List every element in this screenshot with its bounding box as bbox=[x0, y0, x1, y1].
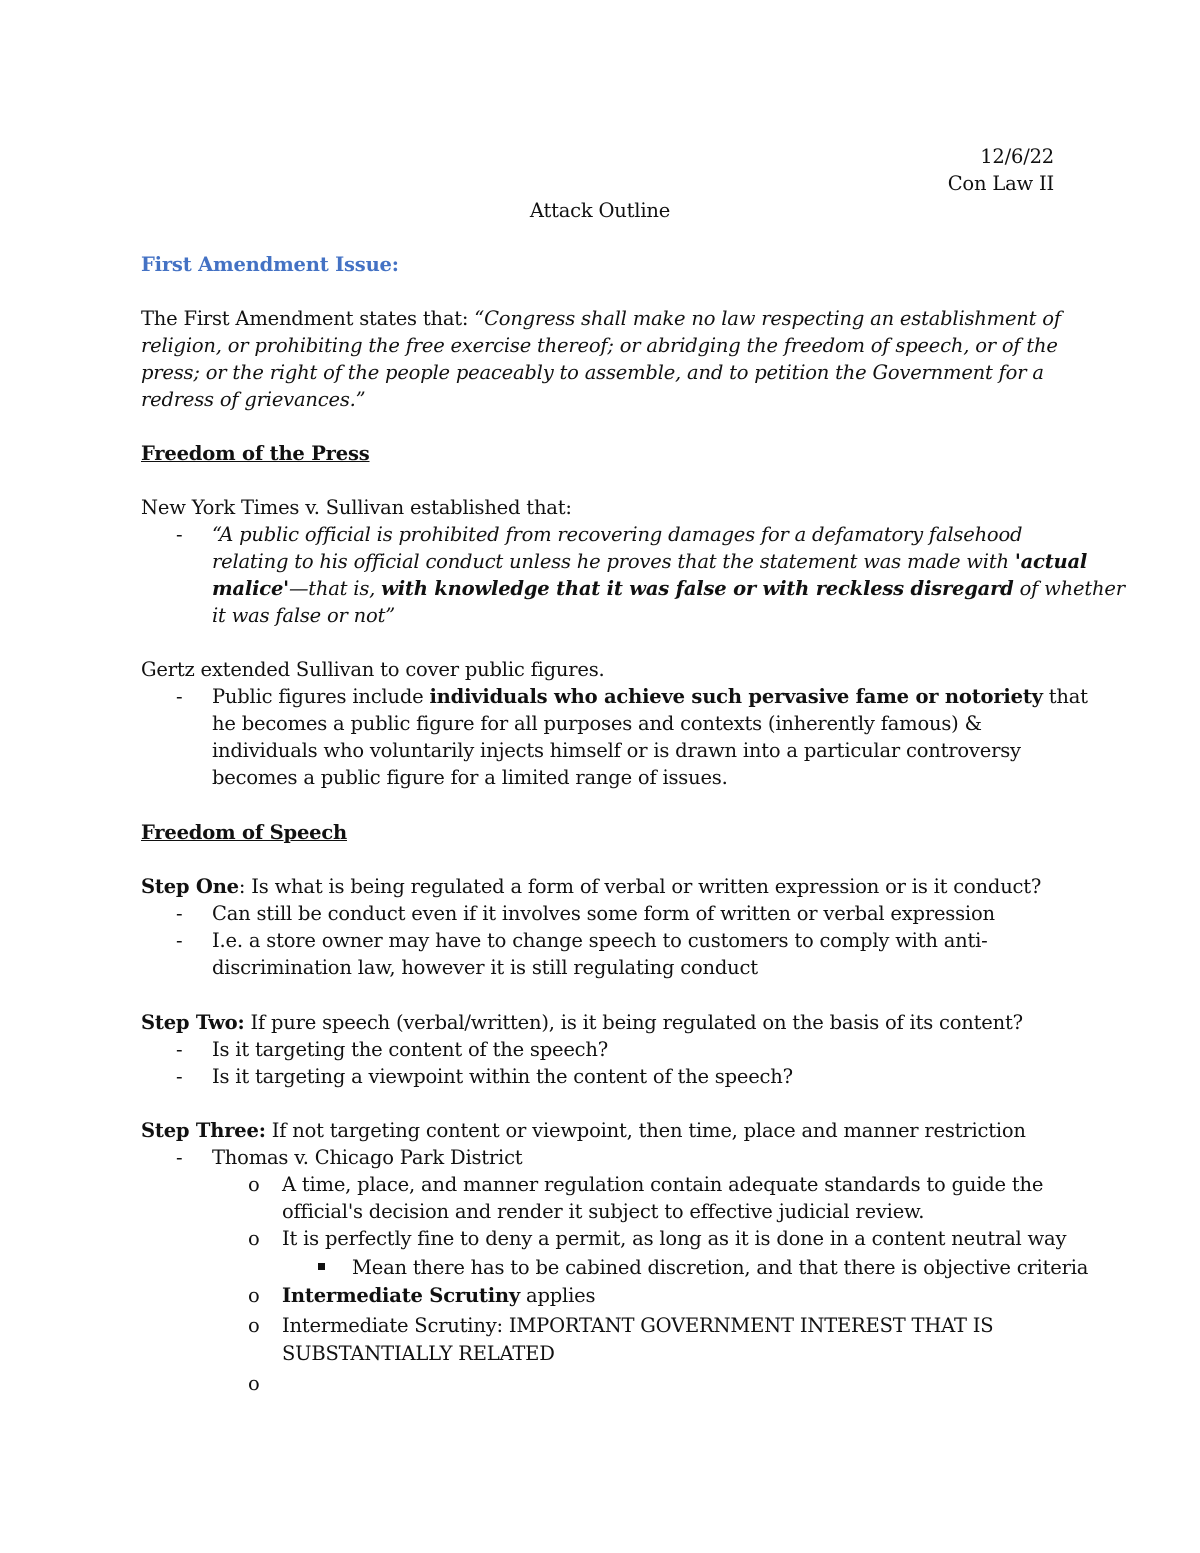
circle-bullet: o bbox=[248, 1314, 260, 1337]
dash-bullet: - bbox=[176, 1038, 183, 1061]
step-two-bullet-1: Is it targeting the content of the speech? bbox=[212, 1038, 609, 1061]
nyt-quote-3 bbox=[212, 575, 1125, 602]
nyt-quote-3b: —that is, bbox=[288, 577, 382, 600]
step-three-label: Step Three: bbox=[141, 1119, 266, 1142]
gertz-line-4: becomes a public figure for a limited range of issues. bbox=[212, 766, 728, 789]
first-amendment-intro: The First Amendment states that: bbox=[141, 307, 475, 330]
quote-line-1: “Congress shall make no law respecting an establishment of bbox=[474, 307, 1061, 330]
step-one-bullet-1: Can still be conduct even if it involves some form of written or verbal expression bbox=[212, 902, 995, 925]
step-two-bullet-2: Is it targeting a viewpoint within the content of the speech? bbox=[212, 1065, 793, 1088]
nyt-quote-3c: with knowledge that it was false or with reckless disregard bbox=[381, 577, 1014, 600]
dash-bullet: - bbox=[176, 1146, 183, 1169]
press-heading: Freedom of the Press bbox=[141, 442, 370, 465]
page-title: Attack Outline bbox=[529, 199, 671, 222]
step-one-bullet-2a: I.e. a store owner may have to change speech to customers to comply with anti- bbox=[212, 929, 988, 952]
square-bullet-icon bbox=[318, 1263, 325, 1270]
quote-line-2: religion, or prohibiting the free exercise thereof; or abridging the freedom of speech, or of the bbox=[141, 334, 1058, 357]
sub-bullet-2: It is perfectly fine to deny a permit, as long as it is done in a content neutral way bbox=[282, 1227, 1067, 1250]
sub-bullet-3-text: applies bbox=[520, 1284, 596, 1307]
sub-bullet-4b: SUBSTANTIALLY RELATED bbox=[282, 1342, 555, 1365]
step-two bbox=[141, 1009, 1023, 1036]
step-two-label: Step Two: bbox=[141, 1011, 245, 1034]
gertz-1b: individuals who achieve such pervasive fame or notoriety bbox=[429, 685, 1043, 708]
sub-bullet-1a: A time, place, and manner regulation contain adequate standards to guide the bbox=[282, 1173, 1044, 1196]
gertz-1a: Public figures include bbox=[212, 685, 430, 708]
circle-bullet: o bbox=[248, 1227, 260, 1250]
circle-bullet: o bbox=[248, 1173, 260, 1196]
dash-bullet: - bbox=[176, 685, 183, 708]
dash-bullet: - bbox=[176, 902, 183, 925]
circle-bullet: o bbox=[248, 1284, 260, 1307]
sub-bullet-4a: Intermediate Scrutiny: IMPORTANT GOVERNMENT INTEREST THAT IS bbox=[282, 1314, 994, 1337]
nyt-quote-2a: relating to his official conduct unless he proves that the statement was made with bbox=[212, 550, 1015, 573]
first-amendment-intro-line bbox=[141, 305, 1061, 332]
step-two-text: If pure speech (verbal/written), is it being regulated on the basis of its content? bbox=[244, 1011, 1023, 1034]
gertz-1c: that bbox=[1042, 685, 1088, 708]
nyt-quote-4: it was false or not” bbox=[212, 604, 395, 627]
step-one-label: Step One bbox=[141, 875, 239, 898]
quote-line-3: press; or the right of the people peaceably to assemble, and to petition the Government for a bbox=[141, 361, 1044, 384]
nyt-quote-3d: of whether bbox=[1013, 577, 1125, 600]
quote-line-4: redress of grievances.” bbox=[141, 388, 366, 411]
nyt-intro: New York Times v. Sullivan established that: bbox=[141, 496, 572, 519]
header-date: 12/6/22 bbox=[980, 145, 1054, 168]
nyt-quote-1: “A public official is prohibited from recovering damages for a defamatory falsehood bbox=[212, 523, 1023, 546]
step-three-text: If not targeting content or viewpoint, then time, place and manner restriction bbox=[265, 1119, 1026, 1142]
gertz-line-2: he becomes a public figure for all purposes and contexts (inherently famous) & bbox=[212, 712, 982, 735]
dash-bullet: - bbox=[176, 929, 183, 952]
nyt-quote-2 bbox=[212, 548, 1087, 575]
sub-bullet-3 bbox=[282, 1282, 595, 1309]
step-three-bullet-1: Thomas v. Chicago Park District bbox=[212, 1146, 523, 1169]
nyt-quote-2b: 'actual bbox=[1014, 550, 1088, 573]
step-one-text: : Is what is being regulated a form of verbal or written expression or is it conduct? bbox=[238, 875, 1042, 898]
gertz-line-1 bbox=[212, 683, 1088, 710]
nyt-quote-3a: malice' bbox=[212, 577, 289, 600]
first-amendment-heading: First Amendment Issue: bbox=[141, 253, 399, 276]
sub-bullet-1b: official's decision and render it subject to effective judicial review. bbox=[282, 1200, 925, 1223]
speech-heading: Freedom of Speech bbox=[141, 821, 348, 844]
header-course: Con Law II bbox=[947, 172, 1054, 195]
gertz-line-3: individuals who voluntarily injects himself or is drawn into a particular controversy bbox=[212, 739, 1021, 762]
circle-bullet: o bbox=[248, 1372, 260, 1395]
dash-bullet: - bbox=[176, 1065, 183, 1088]
sub-sub-bullet: Mean there has to be cabined discretion, and that there is objective criteria bbox=[352, 1256, 1089, 1279]
step-one bbox=[141, 873, 1041, 900]
sub-bullet-3-bold: Intermediate Scrutiny bbox=[282, 1284, 521, 1307]
dash-bullet: - bbox=[176, 523, 183, 546]
step-three bbox=[141, 1117, 1026, 1144]
gertz-intro: Gertz extended Sullivan to cover public figures. bbox=[141, 658, 605, 681]
step-one-bullet-2b: discrimination law, however it is still regulating conduct bbox=[212, 956, 758, 979]
